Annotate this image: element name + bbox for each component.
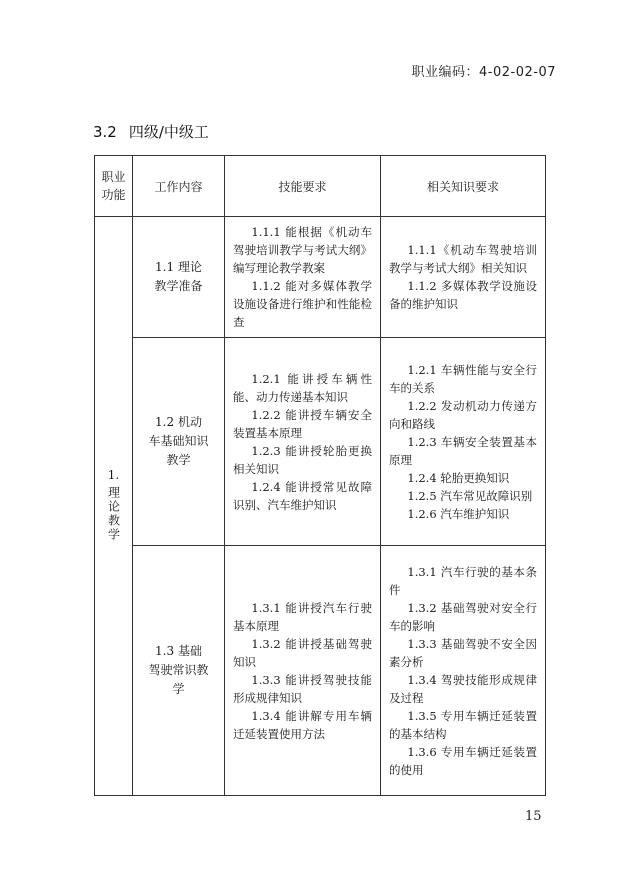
page-number: 15 — [525, 809, 542, 824]
work-content-cell: 1.1 理论 教学准备 — [133, 217, 225, 338]
knowledge-item: 1.3.2 基础驾驶对安全行车的影响 — [389, 600, 537, 633]
occupation-code: 职业编码：4-02-02-07 — [411, 65, 556, 80]
knowledge-item: 1.2.1 车辆性能与安全行车的关系 — [389, 362, 537, 395]
skills-cell — [225, 217, 381, 338]
header-content: 工作内容 — [133, 156, 225, 217]
knowledge-item: 1.2.3 车辆安全装置基本原理 — [389, 434, 537, 467]
knowledge-item: 1.3.3 基础驾驶不安全因素分析 — [389, 636, 537, 669]
skill-item: 1.1.1 能根据《机动车驾驶培训教学与考试大纲》编写理论教学教案 — [233, 225, 372, 275]
skill-item: 1.3.3 能讲授驾驶技能形成规律知识 — [233, 672, 372, 705]
knowledge-item: 1.1.1《机动车驾驶培训教学与考试大纲》相关知识 — [389, 243, 537, 275]
skills-table — [94, 155, 546, 796]
knowledge-cell — [381, 546, 546, 796]
knowledge-item: 1.2.5 汽车常见故障识别 — [407, 488, 533, 503]
work-content-cell: 1.2 机动 车基础知识 教学 — [133, 338, 225, 546]
table-row — [95, 217, 546, 338]
skill-item: 1.2.4 能讲授常见故障识别、汽车维护知识 — [233, 479, 372, 512]
skills-cell — [225, 338, 381, 546]
knowledge-item: 1.2.6 汽车维护知识 — [407, 506, 510, 521]
skill-item: 1.2.2 能讲授车辆安全装置基本原理 — [233, 407, 372, 440]
header-skills: 技能要求 — [225, 156, 381, 217]
knowledge-item: 1.2.2 发动机动力传递方向和路线 — [389, 398, 537, 431]
knowledge-item: 1.2.4 轮胎更换知识 — [407, 470, 510, 485]
table-header-row — [95, 156, 546, 217]
skill-item: 1.3.4 能讲解专用车辆迁延装置使用方法 — [233, 708, 372, 741]
header-knowledge: 相关知识要求 — [381, 156, 546, 217]
section-title: 四级/中级工 — [128, 123, 209, 141]
skill-item: 1.2.1 能讲授车辆性能、动力传递基本知识 — [233, 371, 372, 404]
table-row — [95, 546, 546, 796]
work-content-cell: 1.3 基础 驾驶常识教 学 — [133, 546, 225, 796]
knowledge-item: 1.3.4 驾驶技能形成规律及过程 — [389, 672, 537, 705]
skill-item: 1.3.1 能讲授汽车行驶基本原理 — [233, 600, 372, 633]
header-function: 职业 功能 — [95, 156, 133, 217]
skills-cell — [225, 546, 381, 796]
section-heading — [93, 121, 209, 142]
section-number: 3.2 — [93, 123, 117, 141]
knowledge-item: 1.3.5 专用车辆迁延装置的基本结构 — [389, 708, 537, 741]
function-cell — [95, 217, 133, 796]
function-number: 1. — [107, 467, 120, 482]
function-name: 理论教学 — [106, 485, 121, 542]
knowledge-cell — [381, 217, 546, 338]
knowledge-item: 1.3.1 汽车行驶的基本条件 — [389, 564, 537, 597]
skill-item: 1.2.3 能讲授轮胎更换相关知识 — [233, 443, 372, 476]
knowledge-item: 1.1.2 多媒体教学设施设备的维护知识 — [389, 279, 537, 311]
knowledge-item: 1.3.6 专用车辆迁延装置的使用 — [389, 744, 537, 777]
skill-item: 1.1.2 能对多媒体教学设施设备进行维护和性能检查 — [233, 279, 372, 329]
table-row — [95, 338, 546, 546]
skill-item: 1.3.2 能讲授基础驾驶知识 — [233, 636, 372, 669]
knowledge-cell — [381, 338, 546, 546]
